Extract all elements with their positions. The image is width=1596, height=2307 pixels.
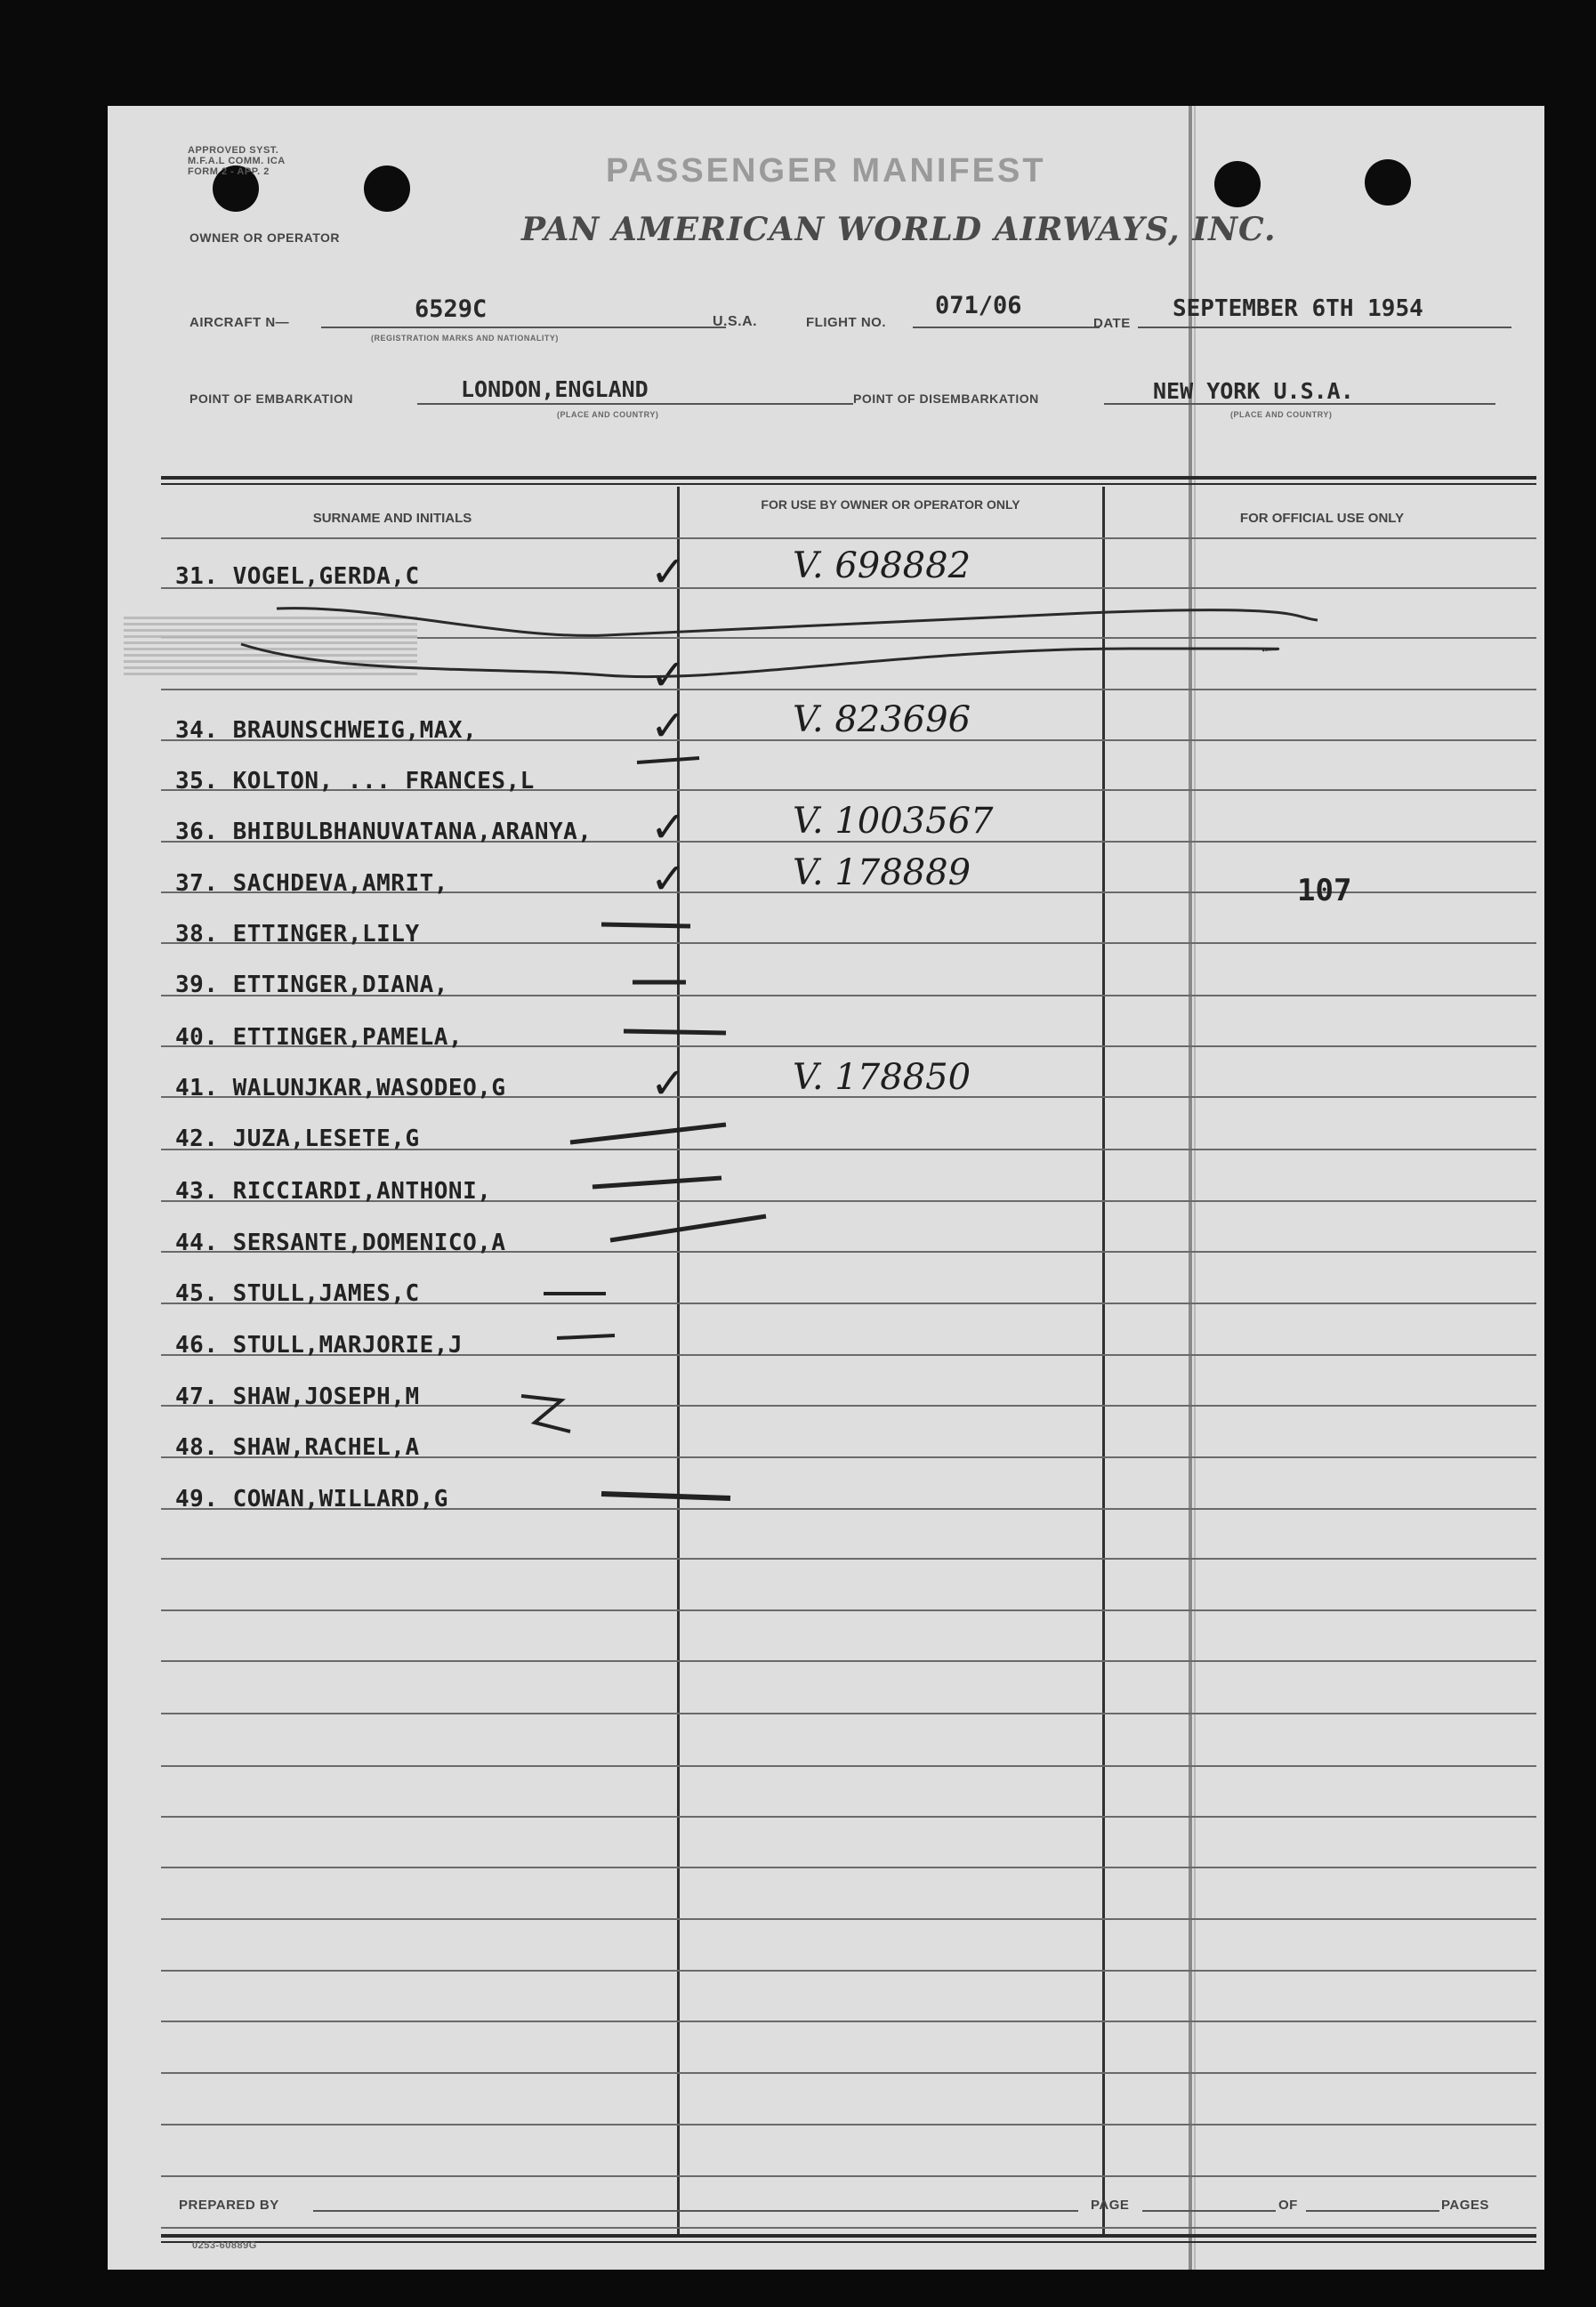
passenger-name: 46. STULL,MARJORIE,J: [175, 1332, 463, 1359]
aircraft-value: 6529C: [415, 295, 488, 323]
handwritten-number: V. 823696: [793, 699, 971, 740]
passenger-name: 38. ETTINGER,LILY: [175, 921, 420, 948]
disembark-value: NEW YORK U.S.A.: [1153, 378, 1354, 404]
passenger-name: 34. BRAUNSCHWEIG,MAX,: [175, 717, 478, 744]
manifest-sheet: [108, 106, 1544, 2270]
handwritten-number: V. 178850: [793, 1057, 971, 1098]
check-mark: ✓: [650, 701, 687, 751]
passenger-name: 45. STULL,JAMES,C: [175, 1280, 420, 1307]
prepared-underline: [313, 2210, 1078, 2212]
date-value: SEPTEMBER 6TH 1954: [1173, 295, 1423, 322]
disembark-note: (PLACE AND COUNTRY): [1230, 410, 1333, 419]
passenger-name: 47. SHAW,JOSEPH,M: [175, 1383, 420, 1410]
prepared-by-label: PREPARED BY: [179, 2198, 279, 2213]
handwritten-number: V. 178889: [793, 852, 971, 893]
form-number: 0253-60889G: [192, 2240, 257, 2251]
registration-note: (REGISTRATION MARKS AND NATIONALITY): [371, 334, 559, 343]
passenger-name: 41. WALUNJKAR,WASODEO,G: [175, 1075, 506, 1101]
date-label: DATE: [1093, 316, 1131, 331]
handwritten-number: V. 698882: [793, 545, 971, 586]
of-underline: [1306, 2210, 1439, 2212]
flight-label: FLIGHT NO.: [806, 315, 886, 330]
table-bottom-border-inner: [161, 2241, 1536, 2243]
official-note: 107: [1297, 873, 1352, 908]
check-mark: ✓: [650, 1059, 687, 1109]
usa-label: U.S.A.: [713, 314, 758, 329]
passenger-name: 31. VOGEL,GERDA,C: [175, 563, 420, 590]
handwritten-number: V. 1003567: [793, 801, 994, 842]
passenger-name: 40. ETTINGER,PAMELA,: [175, 1024, 463, 1051]
passenger-name: 37. SACHDEVA,AMRIT,: [175, 870, 448, 897]
disembark-label: POINT OF DISEMBARKATION: [853, 391, 1039, 406]
pages-label: PAGES: [1441, 2198, 1489, 2213]
surname-column-header: SURNAME AND INITIALS: [312, 511, 472, 526]
passenger-name: 39. ETTINGER,DIANA,: [175, 972, 448, 998]
manifest-title: PASSENGER MANIFEST: [606, 152, 1046, 190]
owner-column-header: FOR USE BY OWNER OR OPERATOR ONLY: [761, 497, 1020, 512]
embark-label: POINT OF EMBARKATION: [189, 391, 353, 406]
aircraft-label: AIRCRAFT N—: [189, 315, 290, 330]
flight-value: 071/06: [935, 292, 1022, 319]
embark-note: (PLACE AND COUNTRY): [557, 410, 659, 419]
official-column-header: FOR OFFICIAL USE ONLY: [1239, 511, 1405, 526]
page-label: PAGE: [1091, 2198, 1130, 2213]
passenger-name: 43. RICCIARDI,ANTHONI,: [175, 1178, 492, 1205]
passenger-name: 48. SHAW,RACHEL,A: [175, 1434, 420, 1461]
approval-note: APPROVED SYST. M.F.A.L COMM. ICA FORM 2 - APP. 2: [188, 145, 286, 177]
page-underline: [1142, 2210, 1276, 2212]
passenger-name: 44. SERSANTE,DOMENICO,A: [175, 1230, 506, 1256]
check-mark: ✓: [650, 803, 687, 852]
of-label: OF: [1278, 2198, 1298, 2213]
embark-value: LONDON,ENGLAND: [461, 376, 649, 402]
passenger-name: 42. JUZA,LESETE,G: [175, 1125, 420, 1152]
passenger-name: 49. COWAN,WILLARD,G: [175, 1486, 448, 1512]
check-mark: ✓: [650, 854, 687, 904]
check-mark: ✓: [650, 547, 687, 597]
handwritten-strike-marks: [108, 106, 1544, 2270]
company-name: PAN AMERICAN WORLD AIRWAYS, INC.: [521, 211, 1277, 248]
passenger-name: 35. KOLTON, ... FRANCES,L: [175, 768, 535, 795]
passenger-name: 36. BHIBULBHANUVATANA,ARANYA,: [175, 819, 592, 845]
check-mark: ✓: [650, 650, 687, 700]
owner-label: OWNER OR OPERATOR: [189, 230, 340, 245]
table-bottom-border: [161, 2234, 1536, 2238]
